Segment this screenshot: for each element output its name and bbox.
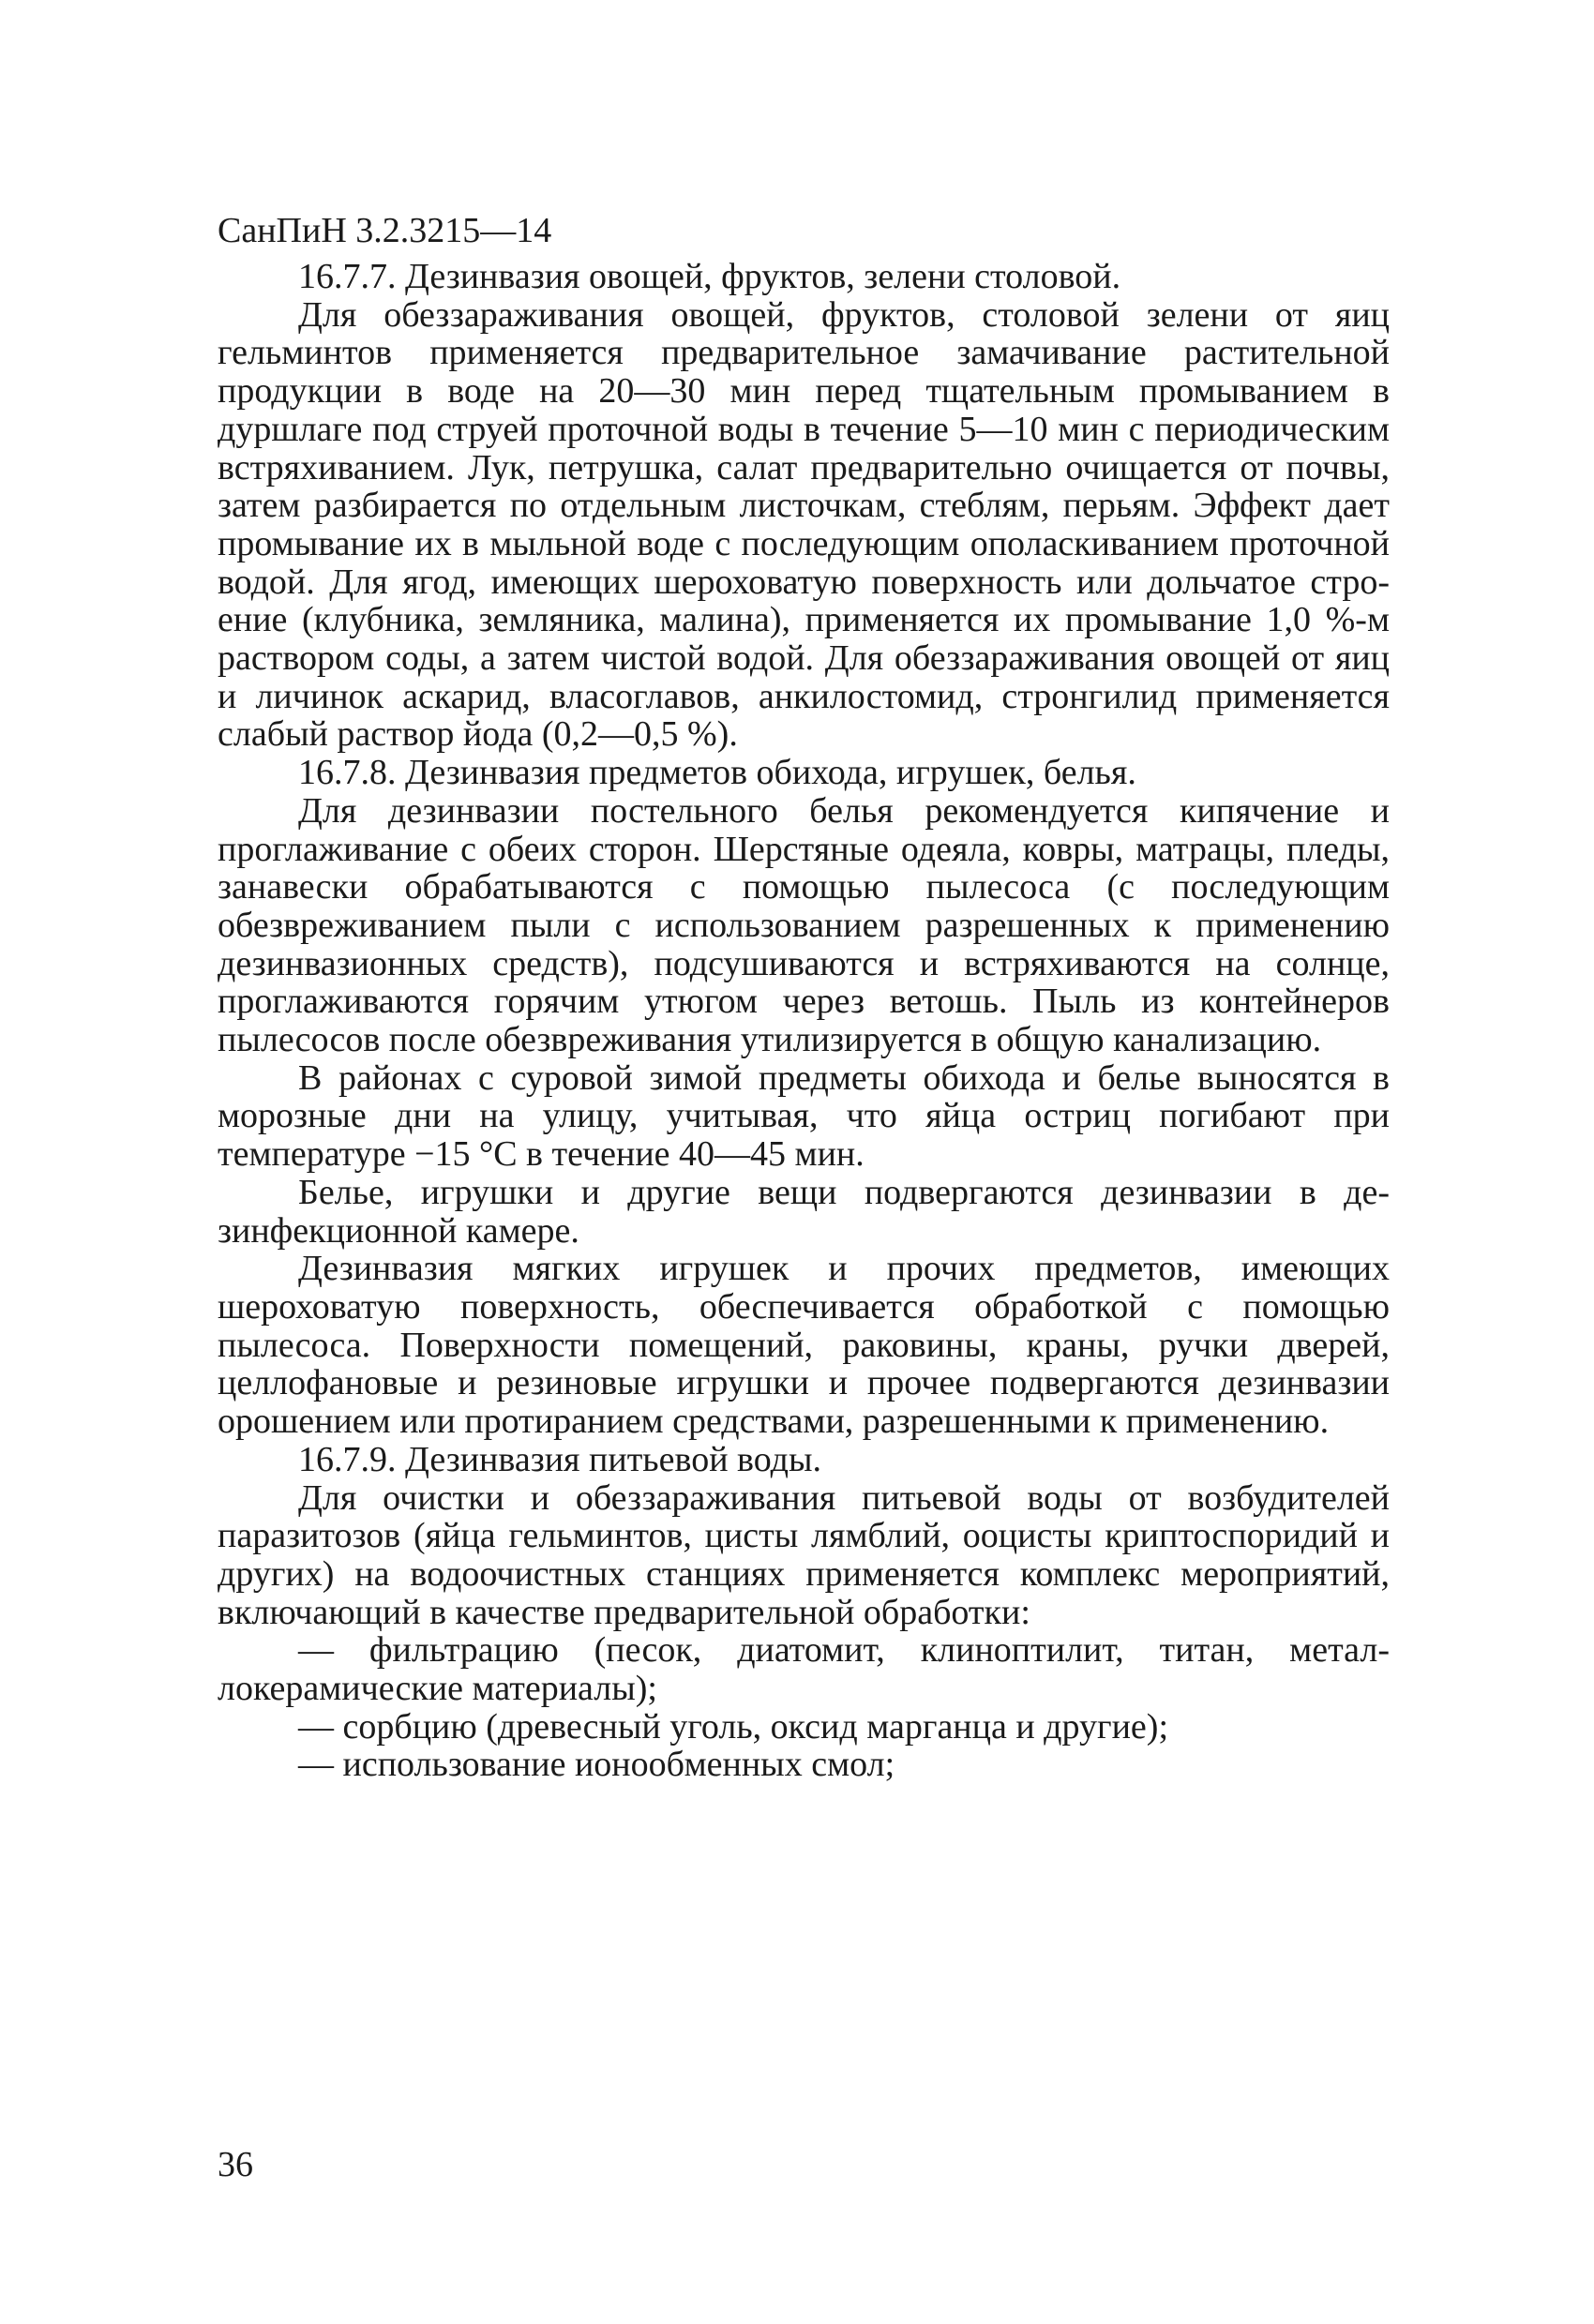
page-number: 36: [218, 2145, 253, 2184]
section-heading-16-7-8: 16.7.8. Дезинвазия предметов обихода, игрушек, белья.: [298, 753, 1136, 793]
list-item: — использование ионообменных смол;: [298, 1745, 895, 1785]
paragraph: Для обеззараживания овощей, фруктов, столовой зелени от яиц гельминтов применяется предварительное замачивание растительной продукции в воде на 20—30 мин перед тщательным промыванием в дуршлаге под струей проточной воды в течение 5—10 мин с периодическим встряхиванием. Лук, петрушка, салат предварительно очищается от почвы, затем разбирается по отдельным листочкам, стеблям, перьям. Эффект дает промывание их в мыльной воде с последующим ополаскиванием проточной водой. Для ягод, имеющих шероховатую поверхность или дольчатое строение (клубника, земляника, малина), применяется их промывание 1,0 %-м раствором соды, а затем чистой водой. Для обеззараживания овощей от яиц и личинок аскарид, власоглавов, анкилостомид, стронгилид применяется слабый раствор йода (0,2—0,5 %).: [218, 294, 1390, 755]
list-item: — сорбцию (древесный уголь, оксид марганца и другие);: [298, 1706, 1169, 1747]
paragraph: В районах с суровой зимой предметы обихода и белье выносятся в морозные дни на улицу, учитывая, что яйца остриц погибают при температуре −15 °С в течение 40—45 мин.: [218, 1057, 1390, 1175]
section-heading-16-7-7: 16.7.7. Дезинвазия овощей, фруктов, зелени столовой.: [298, 257, 1121, 296]
list-item: — фильтрацию (песок, диатомит, клиноптилит, титан, металлокерамические материалы);: [218, 1630, 1390, 1709]
paragraph: Для дезинвазии постельного белья рекомендуется кипячение и проглаживание с обеих сторон. Шерстяные одеяла, ковры, матрацы, пледы, занавески обрабатываются с помощью пылесоса (с последующим обезвреживанием пыли с использованием разрешенных к применению дезинвазионных средств), подсушиваются и встряхиваются на солнце, проглаживаются горячим утюгом через ветошь. Пыль из контейнеров пылесосов после обезвреживания утилизируется в общую канализацию.: [218, 790, 1390, 1060]
paragraph: Дезинвазия мягких игрушек и прочих предметов, имеющих шероховатую поверхность, обеспечивается обработкой с помощью пылесоса. Поверхности помещений, раковины, краны, ручки дверей, целлофановые и резиновые игрушки и прочее подвергаются дезинвазии орошением или протиранием средствами, разрешенными к применению.: [218, 1249, 1390, 1442]
paragraph: Для очистки и обеззараживания питьевой воды от возбудителей паразитозов (яйца гельминтов, цисты лямблий, ооцисты криптоспоридий и других) на водоочистных станциях применяется комплекс мероприятий, включающий в качестве предварительной обработки:: [218, 1477, 1390, 1632]
body-text: [218, 258, 1390, 1784]
page-header: СанПиН 3.2.3215—14: [218, 211, 552, 250]
paragraph: Белье, игрушки и другие вещи подвергаются дезинвазии в дезинфекционной камере.: [218, 1172, 1390, 1251]
section-heading-16-7-9: 16.7.9. Дезинвазия питьевой воды.: [298, 1439, 821, 1479]
